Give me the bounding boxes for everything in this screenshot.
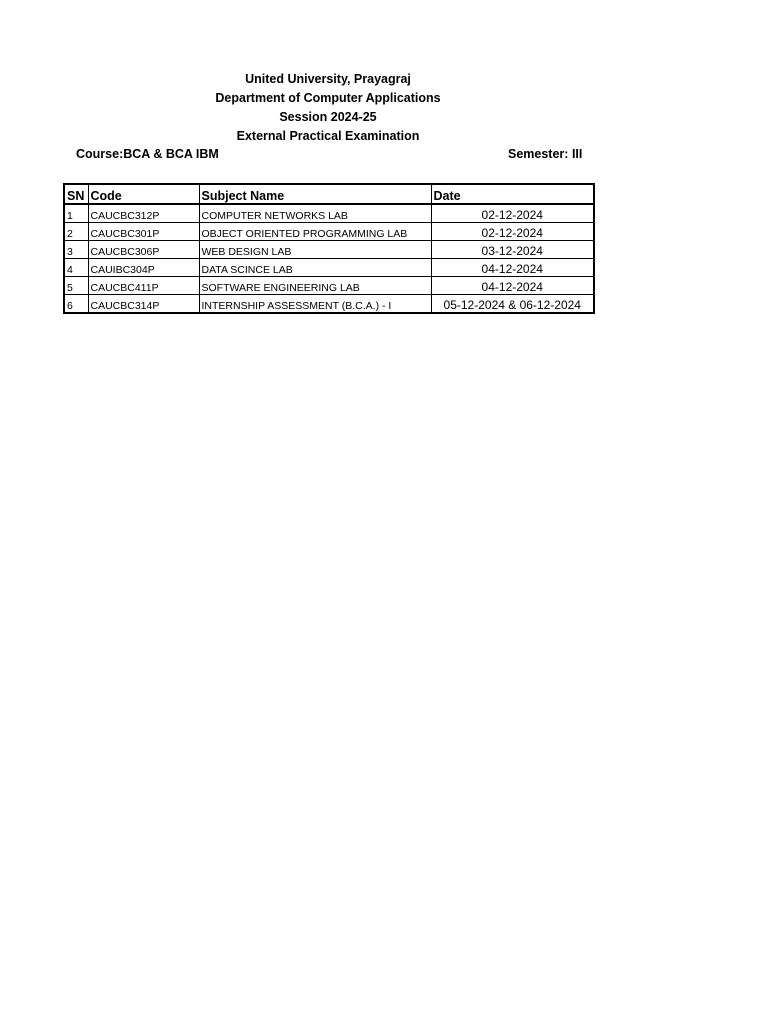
cell-subject: DATA SCINCE LAB [199,259,431,277]
cell-date: 03-12-2024 [431,241,594,259]
cell-code: CAUCBC301P [88,223,199,241]
exam-title: External Practical Examination [236,129,420,143]
cell-sn: 5 [64,277,88,295]
table-row [64,241,594,259]
cell-code: CAUCBC306P [88,241,199,259]
semester-value: III [571,147,583,161]
cell-subject: OBJECT ORIENTED PROGRAMMING LAB [199,223,431,241]
course-info [76,146,219,162]
cell-code: CAUCBC312P [88,204,199,223]
university-name: United University, Prayagraj [245,72,411,86]
cell-code: CAUIBC304P [88,259,199,277]
cell-code: CAUCBC314P [88,295,199,314]
cell-date: 02-12-2024 [431,223,594,241]
cell-date: 04-12-2024 [431,259,594,277]
document-header [0,70,656,146]
table-row [64,204,594,223]
cell-date: 04-12-2024 [431,277,594,295]
table-row [64,259,594,277]
cell-subject: COMPUTER NETWORKS LAB [199,204,431,223]
cell-sn: 4 [64,259,88,277]
course-value: BCA & BCA IBM [123,147,219,161]
column-header-subject: Subject Name [199,184,431,204]
cell-code: CAUCBC411P [88,277,199,295]
column-header-sn: SN [64,184,88,204]
table-header-row [64,184,594,204]
session-label: Session 2024-25 [279,110,377,124]
cell-date: 05-12-2024 & 06-12-2024 [431,295,594,314]
semester-info [508,146,582,162]
department-name: Department of Computer Applications [215,91,441,105]
cell-sn: 2 [64,223,88,241]
course-label: Course: [76,147,124,161]
table-row [64,223,594,241]
cell-sn: 1 [64,204,88,223]
semester-label: Semester: [508,147,569,161]
exam-schedule-table [63,183,595,314]
column-header-date: Date [431,184,594,204]
cell-subject: WEB DESIGN LAB [199,241,431,259]
cell-subject: SOFTWARE ENGINEERING LAB [199,277,431,295]
table-row [64,295,594,314]
cell-sn: 6 [64,295,88,314]
cell-sn: 3 [64,241,88,259]
table-row [64,277,594,295]
column-header-code: Code [88,184,199,204]
cell-subject: INTERNSHIP ASSESSMENT (B.C.A.) - I [199,295,431,314]
cell-date: 02-12-2024 [431,204,594,223]
